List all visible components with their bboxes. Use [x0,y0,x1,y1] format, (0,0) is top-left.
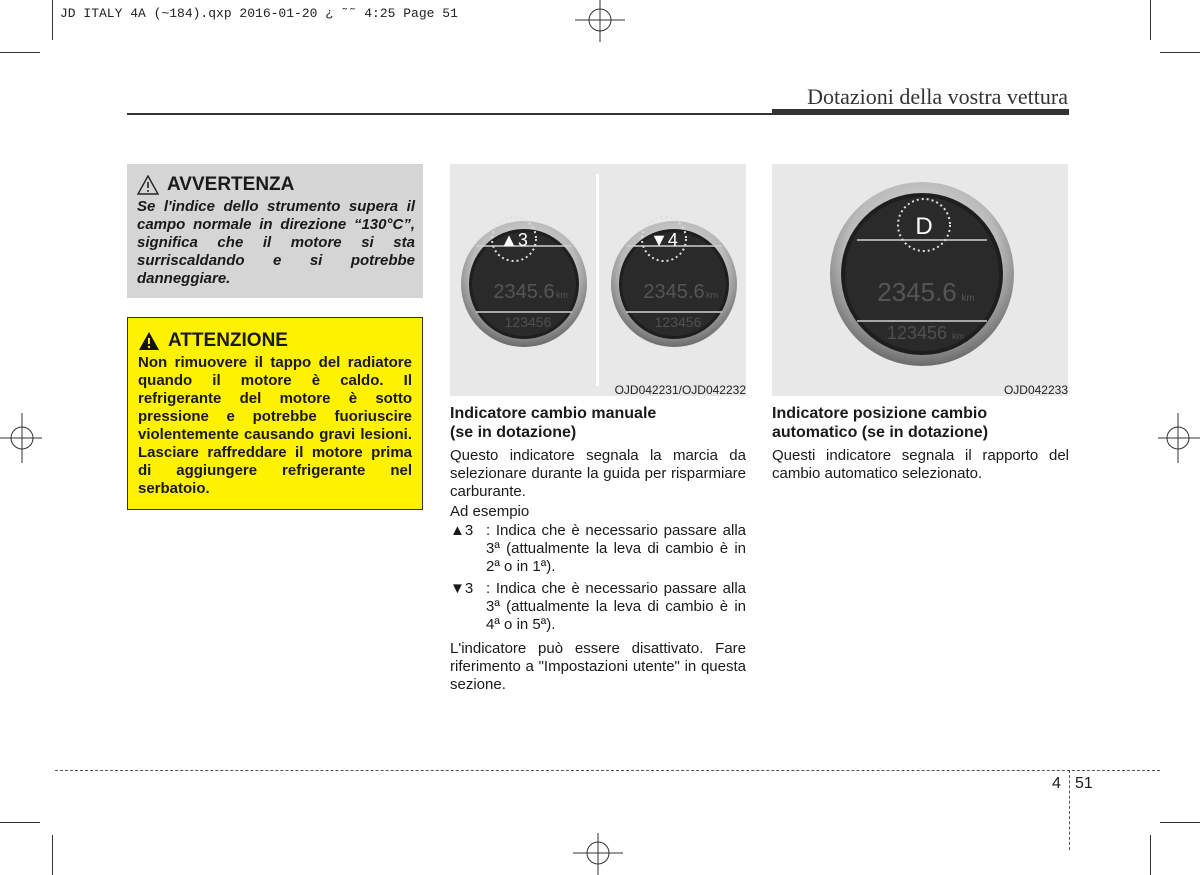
warning-text: Se l'indice dello strumento supera il campo normale in direzione “130°C”, significa che il motore si sta surriscaldando e si potrebbe danneggiare. [137,198,415,287]
registration-mark-left [0,413,42,463]
warning-box [127,164,423,298]
footer-dashed-rule [55,770,1160,771]
caution-text: Non rimuovere il tappo del radiatore quando il motore è caldo. Il refrigerante del motore è sotto pressione e potrebbe fuoriuscire violentemente causando gravi lesioni. Lasciare raffreddare il motore prima di aggiungere refrigerante nel serbatoio. [138,354,412,497]
gauge-auto-trip-unit: km [952,331,964,341]
gauge-left-trip: 123456 [504,314,552,330]
gauge-left-unit: km [556,290,568,300]
caution-box [127,317,423,510]
gauge-right-odometer: 2345.6 [643,281,705,303]
manual-gauge-image [450,164,746,396]
section-title: Dotazioni della vostra vettura [807,84,1068,109]
auto-gauge-image [772,164,1068,396]
chapter-number: 4 [1052,775,1061,792]
gear-down-text: : Indica che è necessario passare alla 3ª (attualmente la leva di cambio è in 4ª o in 5ª). [486,580,746,633]
registration-mark-bottom [573,833,623,875]
warning-triangle-icon [137,175,159,195]
gauge-auto [830,182,1014,366]
manual-heading-line-1: Indicatore cambio manuale [450,405,657,422]
gauge-auto-gear: D [915,213,933,240]
manual-description: Questo indicatore segnala la marcia da selezionare durante la guida per risparmiare carburante. [450,447,746,500]
gear-up-symbol: ▲3 [450,522,474,539]
header-rule [127,113,772,115]
gauge-left [461,217,587,347]
auto-section [772,404,1069,483]
manual-image-caption: OJD042231/OJD042232 [614,383,746,397]
gauge-auto-unit: km [961,293,975,304]
gauge-right-trip: 123456 [654,314,702,330]
manual-footer-note: L'indicatore può essere disattivato. Fare riferimento a "Impostazioni utente" in questa sezione. [450,640,746,693]
print-file-info: JD ITALY 4A (~184).qxp 2016-01-20 ¿ ˜˜ 4:25 Page 51 [60,6,458,21]
gauge-right-unit: km [706,290,718,300]
page-number: 51 [1075,775,1093,792]
manual-heading-line-2: (se in dotazione) [450,424,577,441]
footer-dashed-divider [1069,770,1070,850]
gauge-auto-odometer: 2345.6 [877,277,957,307]
warning-triangle-filled-icon [138,331,160,351]
warning-title: AVVERTENZA [167,174,295,195]
example-label: Ad esempio [450,503,530,520]
gauge-left-gear: ▲3 [500,230,528,250]
gauge-auto-trip: 123456 [886,323,948,343]
gear-down-symbol: ▼3 [450,580,474,597]
auto-heading-line-2: automatico (se in dotazione) [772,424,989,441]
registration-mark-top [575,0,625,42]
auto-heading-line-1: Indicatore posizione cambio [772,405,988,422]
caution-title: ATTENZIONE [168,330,288,351]
gauge-right [611,217,737,347]
gear-up-item [450,522,746,576]
registration-mark-right [1158,413,1200,463]
gear-down-item [450,580,746,634]
gauge-left-odometer: 2345.6 [493,281,555,303]
manual-section [450,404,746,694]
auto-image-caption: OJD042233 [1003,383,1068,397]
header-rule-thick [772,109,1069,115]
gear-up-text: : Indica che è necessario passare alla 3ª (attualmente la leva di cambio è in 2ª o in 1ª). [486,522,746,575]
auto-description: Questi indicatore segnala il rapporto del cambio automatico selezionato. [772,447,1069,482]
gauge-right-gear: ▼4 [650,230,678,250]
